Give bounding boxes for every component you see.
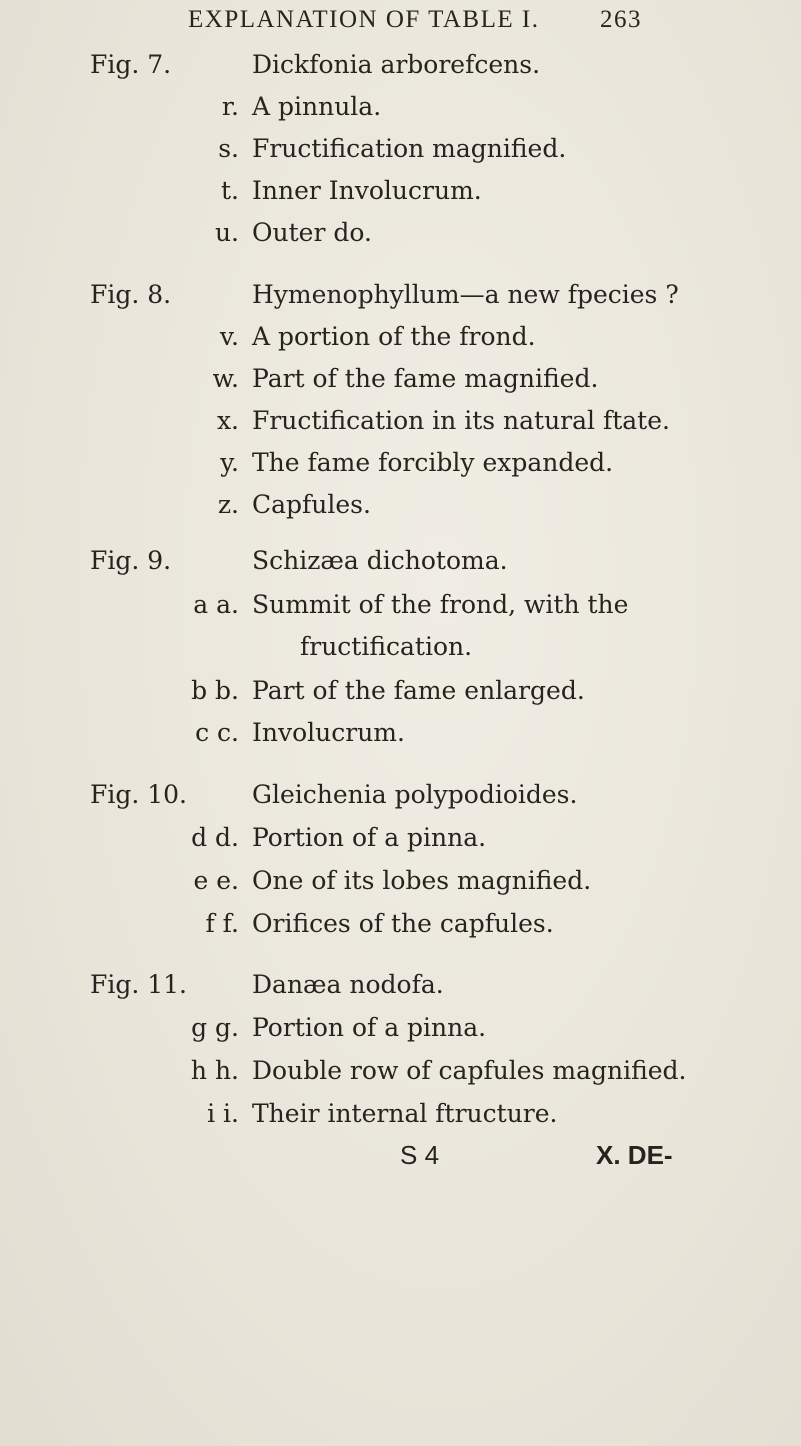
entry-row [0, 176, 801, 216]
entry-row [0, 406, 801, 446]
entry-description: Part of the fame magnified. [252, 364, 599, 393]
entry-row [0, 50, 801, 90]
entry-description: Involucrum. [252, 718, 405, 747]
page-footer [0, 1140, 801, 1180]
entry-key: d d. [191, 823, 239, 852]
entry-description: Summit of the frond, with the [252, 590, 629, 619]
entry-key: s. [218, 134, 239, 163]
entry-key: z. [217, 490, 239, 519]
entry-description: Outer do. [252, 218, 372, 247]
entry-description: Portion of a pinna. [252, 1013, 487, 1042]
entry-key: g g. [191, 1013, 239, 1042]
entry-key: r. [221, 92, 239, 121]
entry-row-continuation [0, 632, 801, 672]
entry-description: Inner Involucrum. [252, 176, 482, 205]
figure-label: Fig. 7. [90, 50, 172, 79]
catchword: X. DE- [596, 1140, 673, 1170]
entry-key: v. [219, 322, 239, 351]
entry-description-continuation: fructification. [300, 632, 473, 661]
page-number: 263 [600, 6, 642, 33]
entry-description: Part of the fame enlarged. [252, 676, 585, 705]
entry-description: Gleichenia polypodioides. [252, 780, 578, 809]
entry-description: Fructification in its natural ftate. [252, 406, 670, 435]
entry-description: One of its lobes magnified. [252, 866, 592, 895]
entry-key: h h. [190, 1056, 239, 1085]
entry-description: Dickfonia arborefcens. [252, 50, 541, 79]
figure-label: Fig. 8. [90, 280, 172, 309]
entry-row [0, 1056, 801, 1096]
entry-key: t. [221, 176, 239, 205]
entry-row [0, 970, 801, 1010]
figure-label: Fig. 9. [90, 546, 172, 575]
entry-row [0, 909, 801, 949]
entry-row [0, 780, 801, 820]
entry-description: Portion of a pinna. [252, 823, 487, 852]
entry-description: Capfules. [252, 490, 371, 519]
entry-description: Fructification magnified. [252, 134, 567, 163]
entry-description: A portion of the frond. [252, 322, 536, 351]
entry-row [0, 546, 801, 586]
running-header [188, 6, 668, 42]
entry-description: Schizæa dichotoma. [252, 546, 508, 575]
entry-description: Double row of capfules magnified. [252, 1056, 687, 1085]
entry-key: i i. [207, 1099, 239, 1128]
entry-description: A pinnula. [252, 92, 382, 121]
figure-label: Fig. 10. [90, 780, 187, 809]
entry-row [0, 280, 801, 320]
entry-description: Hymenophyllum—a new fpecies ? [252, 280, 679, 309]
entry-key: e e. [193, 866, 239, 895]
entry-row [0, 218, 801, 258]
entry-key: w. [212, 364, 239, 393]
entry-key: x. [216, 406, 239, 435]
entry-row [0, 718, 801, 758]
entry-row [0, 823, 801, 863]
entry-description: The fame forcibly expanded. [252, 448, 614, 477]
figure-label: Fig. 11. [90, 970, 187, 999]
entry-description: Their internal ftructure. [252, 1099, 558, 1128]
entry-row [0, 364, 801, 404]
entry-row [0, 322, 801, 362]
entry-key: u. [214, 218, 239, 247]
entry-row [0, 448, 801, 488]
entry-description: Orifices of the capfules. [252, 909, 554, 938]
entry-row [0, 866, 801, 906]
entry-description: Danæa nodofa. [252, 970, 444, 999]
entry-row [0, 1099, 801, 1139]
signature-mark: S 4 [400, 1140, 440, 1170]
entry-row [0, 490, 801, 530]
entry-key: c c. [195, 718, 239, 747]
entry-row [0, 92, 801, 132]
header-title: EXPLANATION OF TABLE I. [188, 6, 540, 33]
entry-row [0, 1013, 801, 1053]
entry-row [0, 134, 801, 174]
entry-key: f f. [205, 909, 239, 938]
entry-key: b b. [191, 676, 239, 705]
entry-row [0, 590, 801, 630]
entry-row [0, 676, 801, 716]
entry-key: a a. [193, 590, 239, 619]
entry-key: y. [220, 448, 239, 477]
